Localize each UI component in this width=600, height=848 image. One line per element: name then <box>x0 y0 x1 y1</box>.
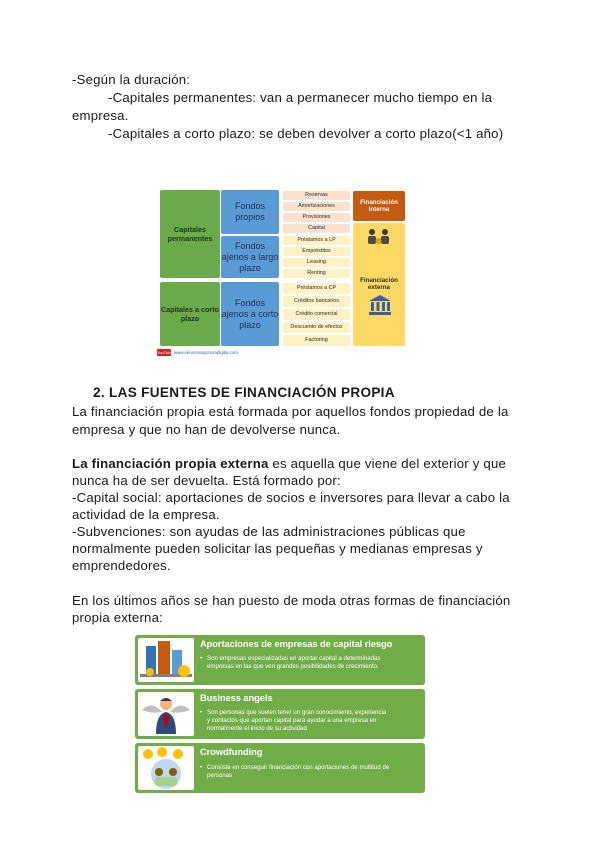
capitales-corto-plazo-box <box>160 282 220 346</box>
fondos-ajenos-largo-label: Fondos ajenos a largo plazo <box>221 240 279 273</box>
card-bullet-line2: y contactos que aportan capital para ayudar a una empresa en <box>207 717 377 724</box>
intro-line-permanentes: -Capitales permanentes: van a permanecer mucho tiempo en la <box>108 90 493 105</box>
crowd-money-icon <box>138 746 194 790</box>
capitales-permanentes-box <box>160 190 220 278</box>
p2-bold-term: La financiación propia externa <box>72 456 269 471</box>
card-bullet-line1: Consiste en conseguir financiación con aportaciones de multitud de <box>207 764 390 771</box>
card-business-angels <box>135 689 425 739</box>
intro-line-duracion: -Según la duración: <box>72 72 191 87</box>
businessman-angel-icon <box>138 692 194 736</box>
item-reservas: Reservas <box>283 191 350 200</box>
item-descuento-efectos: Descuento de efectos <box>283 322 350 333</box>
p2-line5: -Subvenciones: son ayudas de las administraciones públicas que <box>72 524 466 539</box>
card-title: Business angels <box>200 692 273 703</box>
fondos-ajenos-largo-box <box>221 236 279 278</box>
capitales-corto-plazo-label: Capitales a corto plazo <box>161 305 219 323</box>
fondos-propios-box <box>221 190 279 234</box>
card-bullet-line2: empresas en las que ven grandes posibilidades de crecimiento. <box>207 663 379 670</box>
p2-line1 <box>72 455 506 473</box>
item-credito-comercial: Crédito comercial <box>283 309 350 320</box>
financiacion-interna-label: Financiación interna <box>360 199 398 213</box>
card-capital-riesgo <box>135 635 425 685</box>
card-bullet: • Son empresas especializadas en aportar capital a determinadas empresas en las que ven grandes posibilidades de crecimiento. <box>200 655 381 670</box>
fondos-propios-label: Fondos propios <box>234 201 266 222</box>
card-title: Aportaciones de empresas de capital riesgo <box>200 638 393 649</box>
item-renting: Renting <box>283 269 350 278</box>
item-creditos-bancarios: Créditos bancarios <box>283 296 350 307</box>
card-bullet: • Consiste en conseguir financiación con aportaciones de multitud de personas <box>200 764 390 779</box>
p2-line6: normalmente pueden solicitar las pequeñas y medianas empresas y <box>72 541 483 556</box>
p2-line2: nunca ha de ser devuelta. Está formado por: <box>72 473 341 488</box>
p1-line1: La financiación propia está formada por aquellos fondos propiedad de la <box>72 404 509 419</box>
item-capital: Capital <box>283 224 350 233</box>
item-provisiones: Provisiones <box>283 213 350 222</box>
card-crowdfunding <box>135 743 425 793</box>
p2-line1-rest: es aquella que viene del exterior y que <box>268 456 507 471</box>
card-icon-box <box>138 692 194 736</box>
card-icon-box <box>138 746 194 790</box>
item-amortizaciones: Amortizaciones <box>283 202 350 211</box>
p2-line7: emprendedores. <box>72 558 171 573</box>
item-prestamos-cp: Préstamos a CP <box>283 283 350 294</box>
financiacion-interna-box <box>353 191 405 221</box>
card-bullet-line1: Son empresas especializadas en aportar capital a determinadas <box>207 655 381 662</box>
card-bullet: • Son personas que suelen tener un gran conocimiento, experiencia y contactos que aportan capital para ayudar a una empresa en normalmente el inicio de su actividad <box>200 709 387 732</box>
fondos-ajenos-corto-label: Fondos ajenos a corto plazo <box>221 297 279 330</box>
item-emprestitos: Empréstitos <box>283 247 350 256</box>
p2-line4: actividad de la empresa. <box>72 507 220 522</box>
item-prestamos-lp: Préstamos a LP <box>283 236 350 245</box>
people-money-icon <box>365 225 393 247</box>
card-bullet-line2: personas <box>207 772 233 779</box>
p3-line2: propia externa: <box>72 610 163 625</box>
p1-line2: empresa y que no han de devolverse nunca. <box>72 422 341 437</box>
item-leasing: Leasing <box>283 258 350 267</box>
bank-icon <box>368 294 392 316</box>
section-heading: 2. LAS FUENTES DE FINANCIACIÓN PROPIA <box>93 385 395 400</box>
intro-line-empresa: empresa. <box>72 108 129 123</box>
fondos-ajenos-corto-box <box>221 282 279 346</box>
item-factoring: Factoring <box>283 335 350 346</box>
capitales-permanentes-label: Capitales permanentes <box>167 225 213 243</box>
intro-line-corto-plazo: -Capitales a corto plazo: se deben devolver a corto plazo(<1 año) <box>108 126 504 141</box>
card-icon-box <box>138 638 194 682</box>
p3-line1: En los últimos años se han puesto de moda otras formas de financiación <box>72 593 511 608</box>
p2-line3: -Capital social: aportaciones de socios e inversores para llevar a cabo la <box>72 490 510 505</box>
card-bullet-line3: normalmente el inicio de su actividad <box>207 725 307 732</box>
financing-diagram <box>155 187 408 359</box>
footer-url: www.ekonomiapizarradigital.com <box>174 350 238 355</box>
card-bullet-line1: Son personas que suelen tener un gran conocimiento, experiencia <box>207 709 387 716</box>
youtube-logo: YouTube <box>157 350 173 355</box>
financiacion-externa-label: Financiación externa <box>360 277 398 291</box>
card-title: Crowdfunding <box>200 746 263 757</box>
city-buildings-money-icon <box>138 638 194 682</box>
